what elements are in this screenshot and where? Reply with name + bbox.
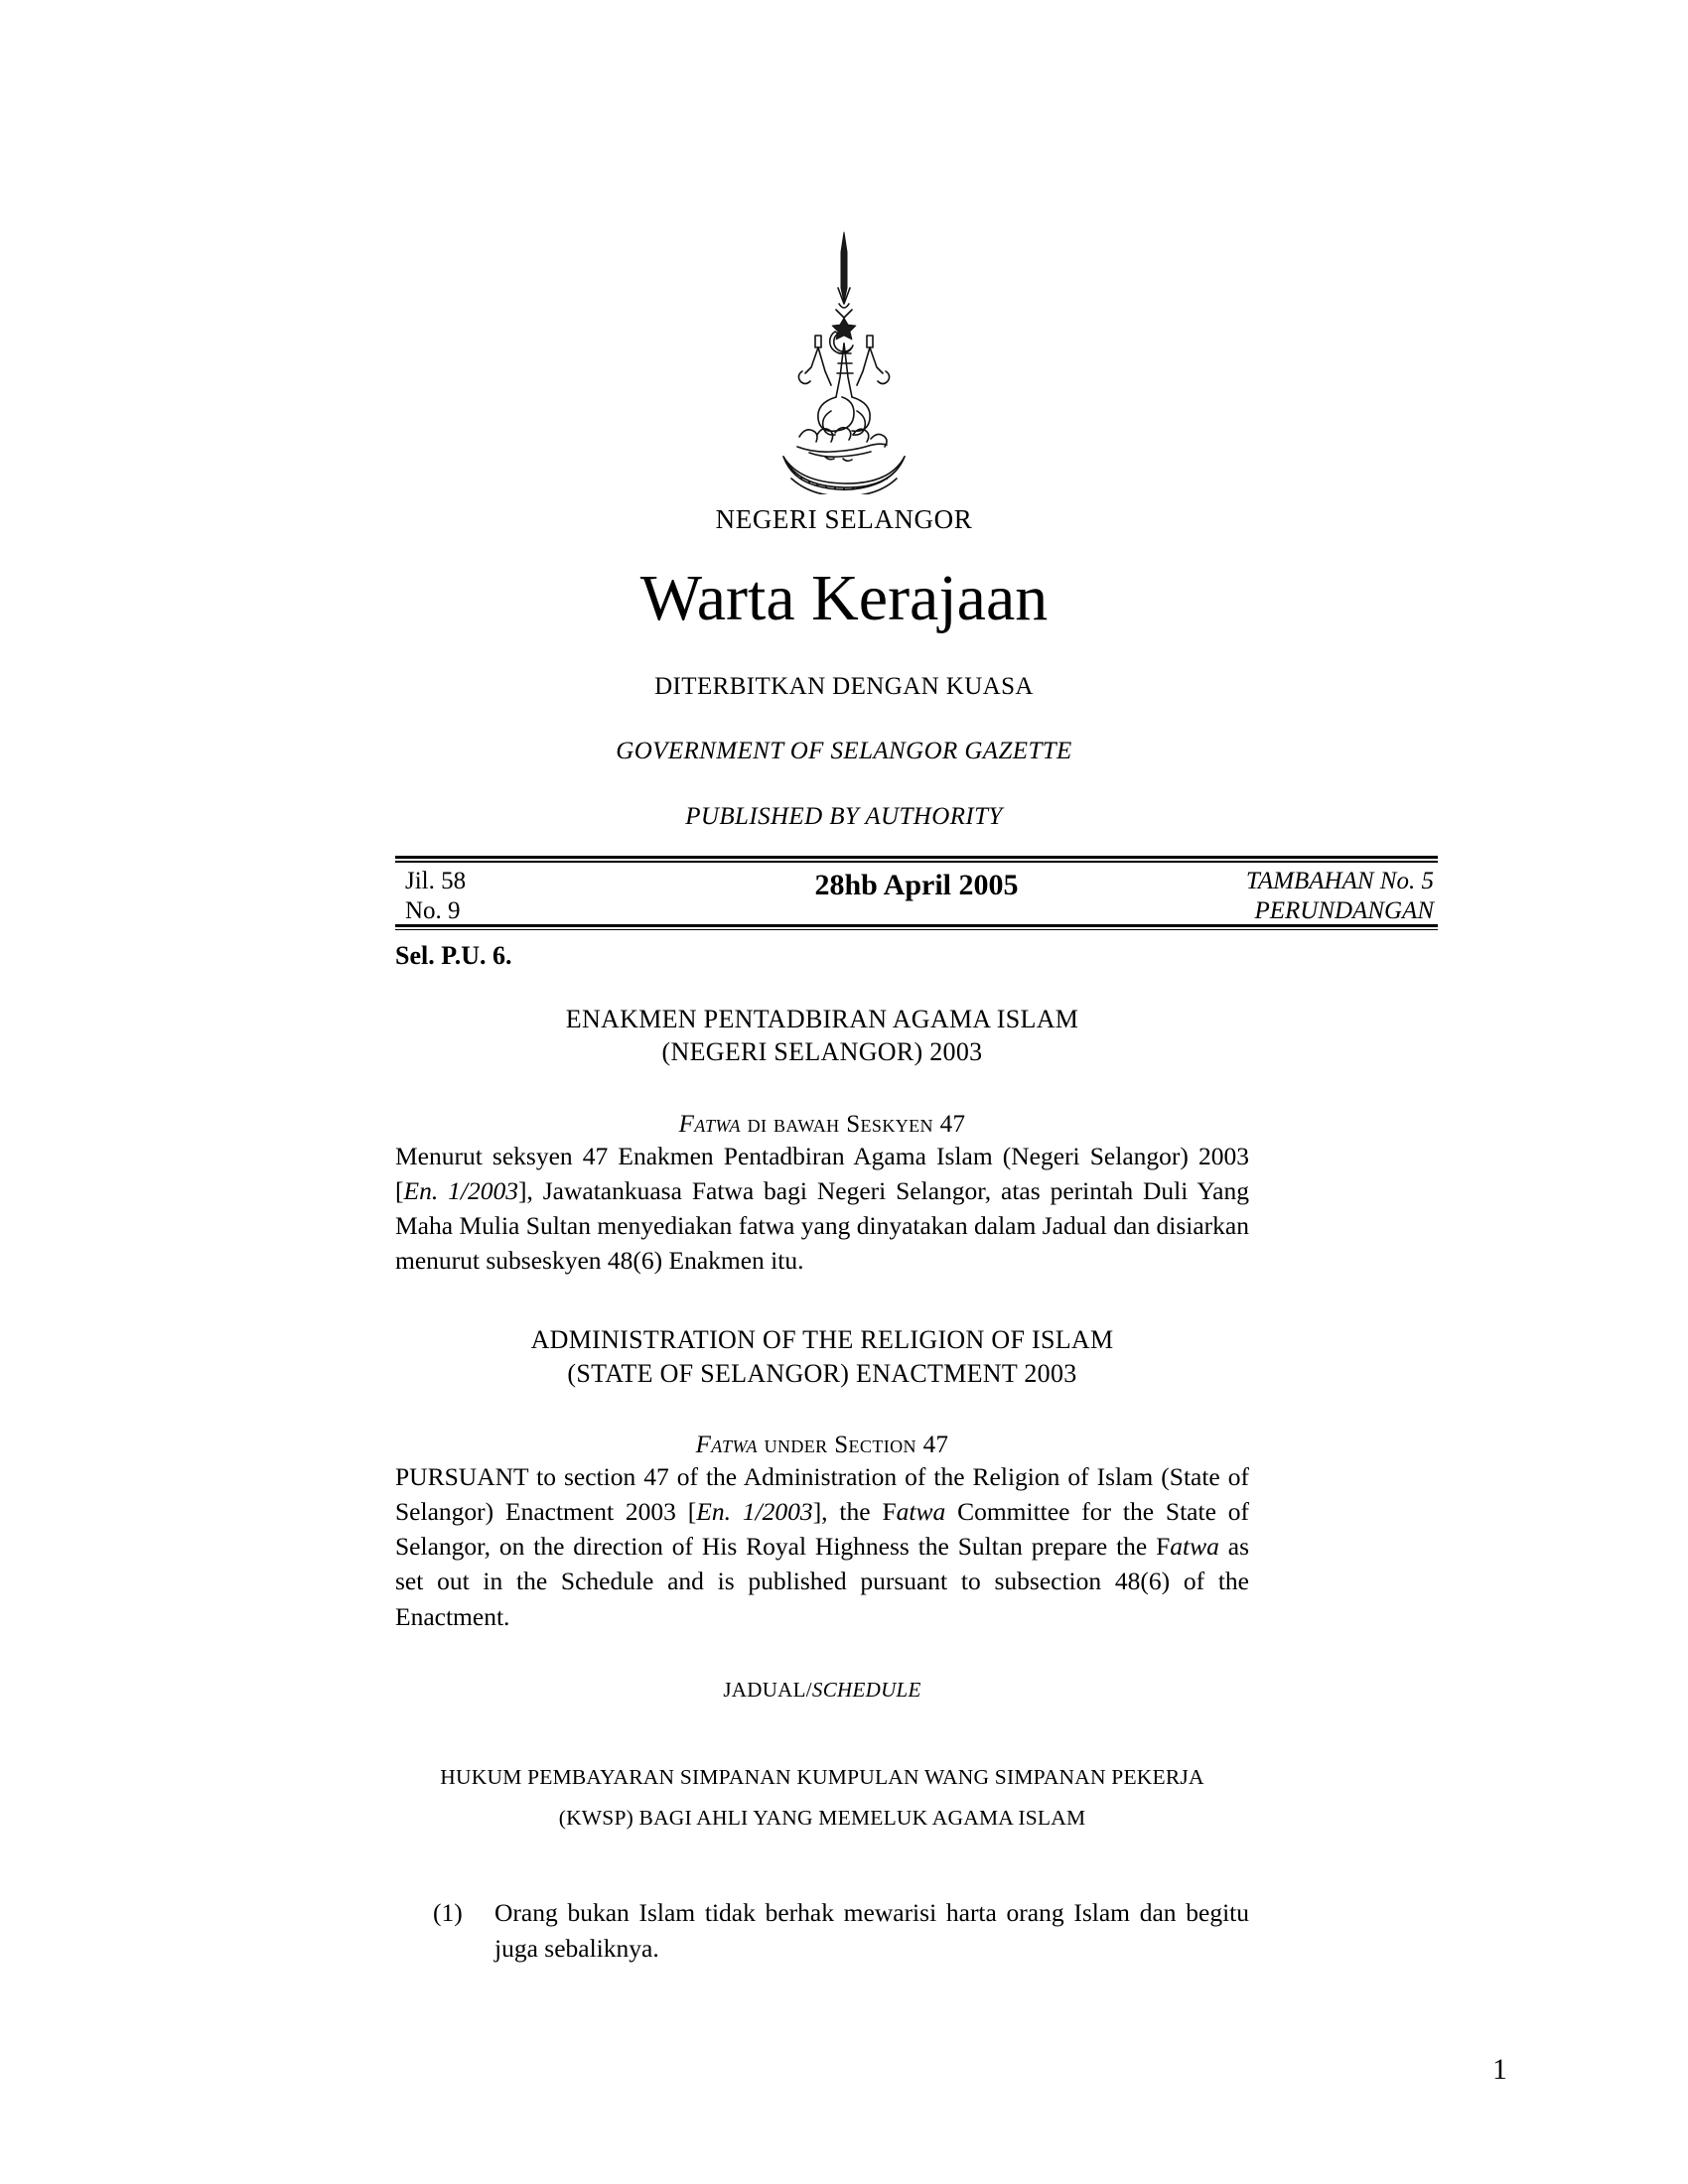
schedule-label-english: SCHEDULE xyxy=(811,1677,921,1702)
par-eng-fatwa-2: atwa xyxy=(1170,1532,1219,1562)
masthead-volume: Jil. 58 xyxy=(405,867,467,894)
clause-item xyxy=(395,1895,1249,1965)
page-number: 1 xyxy=(1492,2053,1507,2086)
clause-number: (1) xyxy=(433,1898,463,1928)
fatwa-rest-malay: di bawah Seskyen 47 xyxy=(740,1110,966,1138)
masthead-supplement-block xyxy=(1246,867,1434,927)
masthead-supplement-line1: TAMBAHAN No. 5 xyxy=(1245,867,1434,894)
paragraph-english xyxy=(395,1459,1249,1634)
enactment-heading-english xyxy=(395,1323,1249,1390)
masthead-supplement-line2: PERUNDANGAN xyxy=(1254,897,1434,924)
selangor-state-crest-icon xyxy=(740,226,948,494)
fatwa-word-malay: Fatwa xyxy=(678,1110,741,1138)
enactment-english-line2: (STATE OF SELANGOR) ENACTMENT 2003 xyxy=(567,1358,1077,1388)
par-eng-a: PURSUANT to section 47 of the Administration of the Religion of Islam (State of Selangor) Enactment 2003 [ xyxy=(395,1461,1249,1526)
crest-container xyxy=(0,226,1688,494)
gazette-title: Warta Kerajaan xyxy=(639,562,1049,634)
par-eng-c: Committee for the State of Selangor, on the direction of His Royal Highness the Sultan prepare the F xyxy=(395,1497,1249,1562)
subtitle-english: PUBLISHED BY AUTHORITY xyxy=(685,803,1003,830)
enactment-english-line1: ADMINISTRATION OF THE RELIGION OF ISLAM xyxy=(530,1325,1114,1355)
paragraph-malay xyxy=(395,1139,1249,1279)
state-name: NEGERI SELANGOR xyxy=(715,504,973,534)
par-malay-a: Menurut seksyen 47 Enakmen Pentadbiran Agama Islam (Negeri Selangor) 2003 [ xyxy=(395,1141,1249,1205)
masthead-issue: No. 9 xyxy=(405,897,461,924)
pu-number: Sel. P.U. 6. xyxy=(395,941,512,970)
fatwa-section-english xyxy=(395,1432,1249,1459)
clause-text: Orang bukan Islam tidak berhak mewarisi harta orang Islam dan begitu juga sebaliknya. xyxy=(494,1898,1249,1963)
subtitle-english-title: GOVERNMENT OF SELANGOR GAZETTE xyxy=(616,738,1072,764)
schedule-label-malay: JADUAL/ xyxy=(723,1677,812,1702)
fatwa-rest-english: under Section 47 xyxy=(757,1431,949,1458)
par-eng-b: ], the F xyxy=(812,1497,897,1526)
par-malay-citation: En. 1/2003 xyxy=(403,1175,518,1205)
schedule-title-line2: (KWSP) BAGI AHLI YANG MEMELUK AGAMA ISLAM xyxy=(558,1805,1086,1830)
fatwa-section-malay xyxy=(395,1111,1249,1139)
par-eng-d: as set out in the Schedule and is published pursuant to subsection 48(6) of the Enactment. xyxy=(395,1532,1250,1631)
fatwa-word-english: Fatwa xyxy=(695,1431,758,1458)
enactment-malay-line1: ENAKMEN PENTADBIRAN AGAMA ISLAM xyxy=(565,1005,1079,1033)
par-eng-fatwa-1: atwa xyxy=(896,1497,946,1526)
enactment-malay-line2: (NEGERI SELANGOR) 2003 xyxy=(661,1037,983,1067)
notice-content xyxy=(395,1003,1249,1966)
enactment-heading-malay xyxy=(395,1003,1249,1069)
subtitle-malay: DITERBITKAN DENGAN KUASA xyxy=(654,673,1034,700)
schedule-title-line1: HUKUM PEMBAYARAN SIMPANAN KUMPULAN WANG SIMPANAN PEKERJA xyxy=(440,1764,1204,1789)
par-eng-citation: En. 1/2003 xyxy=(696,1497,813,1526)
schedule-label xyxy=(395,1678,1249,1703)
masthead-bar xyxy=(395,856,1438,930)
par-malay-b: ], Jawatankuasa Fatwa bagi Negeri Selangor, atas perintah Duli Yang Maha Mulia Sultan menyediakan fatwa yang dinyatakan dalam Jadual dan disiarkan menurut subseskyen 48(6) Enakmen itu. xyxy=(395,1175,1249,1276)
masthead-date: 28hb April 2005 xyxy=(814,868,1019,901)
schedule-title xyxy=(395,1757,1249,1839)
